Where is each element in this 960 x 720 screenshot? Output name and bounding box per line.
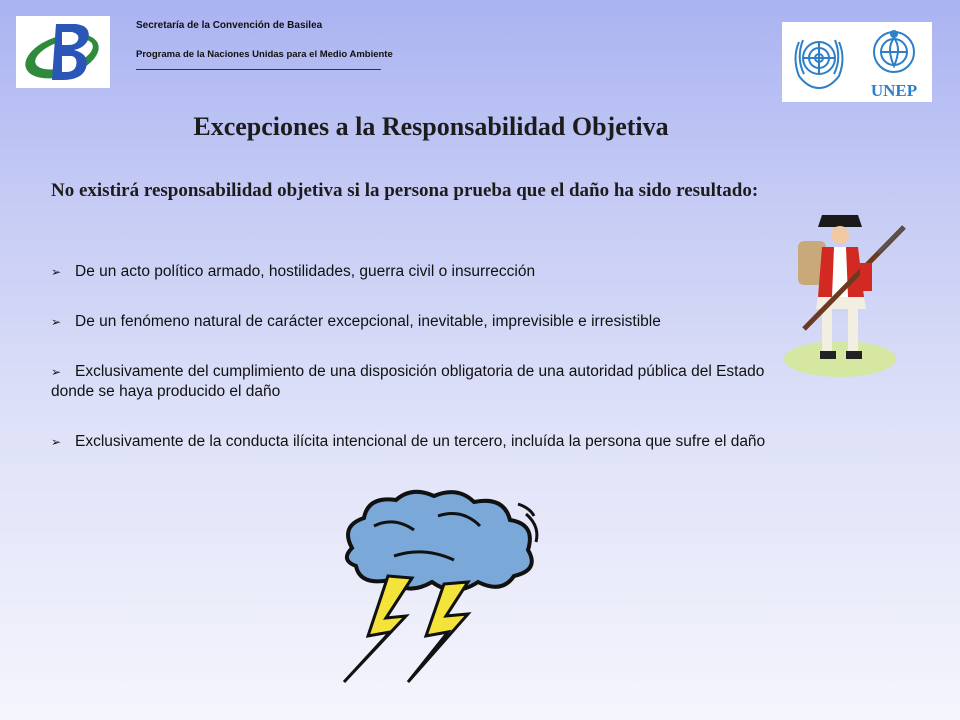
- list-item: [51, 312, 771, 332]
- unep-logo: [856, 22, 932, 102]
- program-name: Programa de la Naciones Unidas para el Medio Ambiente: [136, 49, 393, 60]
- arrow-bullet-icon: ➢: [51, 315, 62, 329]
- arrow-bullet-icon: ➢: [51, 265, 62, 279]
- list-item-text: Exclusivamente del cumplimiento de una disposición obligatoria de una autoridad pública del Estado donde se haya producido el daño: [51, 363, 765, 400]
- unep-text: UNEP: [870, 81, 918, 100]
- header-divider: [136, 69, 381, 70]
- basel-convention-logo: [16, 16, 110, 88]
- arrow-bullet-icon: ➢: [51, 435, 62, 449]
- header-text: [136, 20, 436, 60]
- slide-title: Excepciones a la Responsabilidad Objetiva: [193, 112, 669, 141]
- storm-cloud-lightning-clipart: [334, 486, 548, 686]
- list-item: [51, 362, 771, 402]
- list-item: [51, 432, 771, 452]
- un-emblem: [782, 22, 856, 102]
- exceptions-list: [51, 262, 771, 482]
- intro-text: No existirá responsabilidad objetiva si la persona prueba que el daño ha sido resultado:: [51, 180, 759, 201]
- list-item: [51, 262, 771, 282]
- list-item-text: Exclusivamente de la conducta ilícita intencional de un tercero, incluída la persona que sufre el daño: [75, 433, 766, 450]
- org-name: Secretaría de la Convención de Basilea: [136, 20, 323, 31]
- soldier-clipart: [782, 205, 910, 385]
- arrow-bullet-icon: ➢: [51, 365, 62, 379]
- list-item-text: De un fenómeno natural de carácter excepcional, inevitable, imprevisible e irresistible: [75, 313, 661, 330]
- list-item-text: De un acto político armado, hostilidades, guerra civil o insurrección: [75, 263, 536, 280]
